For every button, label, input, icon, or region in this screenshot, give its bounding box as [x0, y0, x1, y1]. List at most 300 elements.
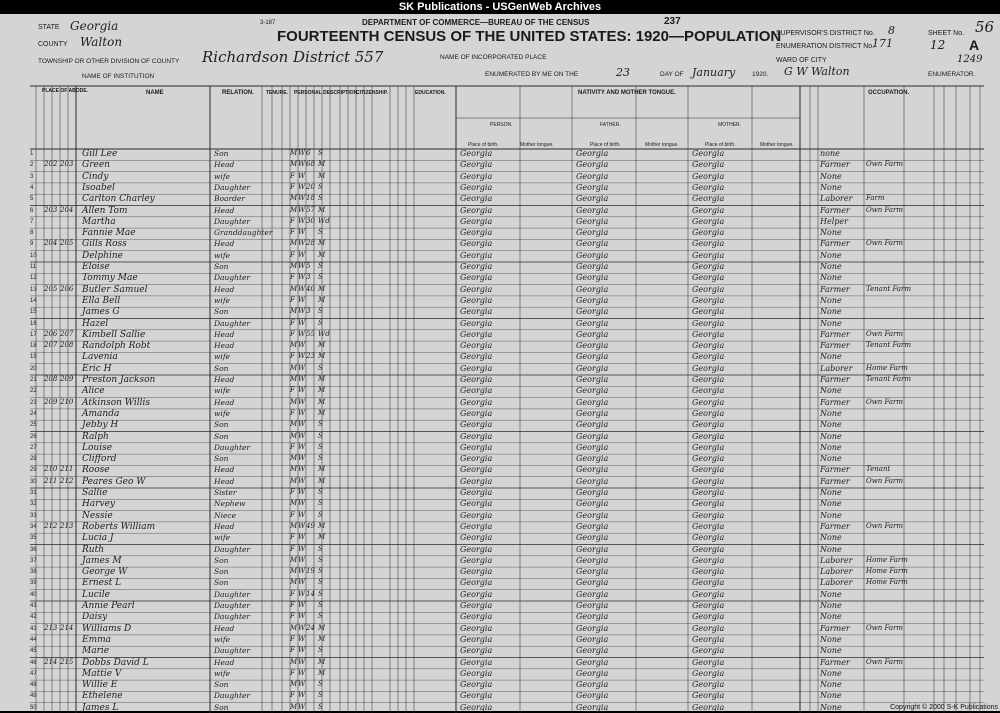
sex: M	[290, 341, 298, 350]
marital-status: M	[318, 250, 326, 259]
mother-place-of-birth: Place of birth.	[705, 142, 736, 148]
occupation: None	[820, 601, 842, 610]
occupation: Farmer	[820, 521, 850, 531]
race: W	[298, 273, 306, 282]
occupation: None	[820, 318, 842, 328]
occupation: None	[820, 273, 842, 283]
copyright-notice: Copyright © 2000 S-K Publications	[890, 704, 998, 711]
sex: F	[290, 442, 295, 451]
line-number: 19	[30, 354, 37, 361]
person-name: Ethelene	[82, 691, 123, 702]
mother-birthplace: Georgia	[692, 397, 725, 407]
father-birthplace: Georgia	[576, 521, 609, 531]
father-birthplace: Georgia	[576, 318, 609, 328]
birthplace: Georgia	[460, 284, 493, 294]
father-birthplace: Georgia	[576, 668, 609, 678]
incorporated-label: NAME OF INCORPORATED PLACE	[440, 54, 547, 61]
age: 18	[306, 194, 315, 203]
line-number: 25	[30, 422, 37, 429]
race: W	[298, 149, 306, 157]
birthplace: Georgia	[460, 160, 493, 170]
marital-status: S	[318, 589, 323, 598]
birthplace: Georgia	[460, 567, 493, 577]
form-number: 3-187	[260, 20, 276, 26]
sheet-value: 12	[930, 38, 946, 52]
father-birthplace: Georgia	[576, 499, 609, 509]
relation: wife	[214, 634, 231, 644]
father-birthplace: Georgia	[576, 284, 609, 294]
mother-birthplace: Georgia	[692, 318, 725, 328]
mother-birthplace: Georgia	[692, 544, 725, 554]
father-birthplace: Georgia	[576, 250, 609, 260]
race: W	[298, 284, 306, 293]
mother-birthplace: Georgia	[692, 160, 725, 170]
relation: Head	[214, 657, 235, 667]
birthplace: Georgia	[460, 250, 493, 260]
race: W	[298, 567, 306, 576]
relation: Head	[214, 329, 235, 339]
occupation: None	[820, 589, 842, 599]
sex: F	[290, 646, 295, 655]
race: W	[298, 442, 306, 451]
sex: M	[290, 363, 298, 372]
sex: M	[290, 420, 298, 429]
person-name: Willie E	[82, 680, 118, 691]
relation: Son	[214, 307, 229, 317]
marital-status: M	[318, 623, 326, 632]
mother-birthplace: Georgia	[692, 601, 725, 610]
mother-birthplace: Georgia	[692, 702, 725, 712]
family-number: 213	[60, 521, 74, 530]
relation: Son	[214, 262, 229, 271]
subsection-father: FATHER.	[600, 122, 621, 128]
line-number: 17	[30, 331, 37, 338]
stamp-number: 237	[664, 16, 681, 27]
mother-birthplace: Georgia	[692, 691, 725, 701]
birthplace: Georgia	[460, 386, 493, 396]
father-birthplace: Georgia	[576, 623, 609, 633]
person-name: Williams D	[82, 623, 132, 634]
line-number: 41	[30, 603, 37, 609]
institution-label: NAME OF INSTITUTION	[82, 73, 155, 80]
line-number: 42	[30, 614, 37, 621]
line-number: 37	[30, 557, 37, 564]
marital-status: S	[318, 488, 323, 496]
family-number: 206	[60, 284, 74, 293]
occupation: None	[820, 634, 842, 644]
person-name: Emma	[82, 634, 112, 645]
marital-status: M	[318, 352, 326, 361]
family-number: 208	[60, 341, 74, 350]
sex: M	[290, 623, 298, 632]
section-tenure: TENURE.	[266, 90, 288, 96]
sex: F	[290, 216, 295, 225]
census-title: FOURTEENTH CENSUS OF THE UNITED STATES: 1920—POPULATION	[277, 28, 782, 45]
race: W	[298, 612, 306, 621]
age: 6	[306, 149, 311, 157]
person-name: Kimbell Sallie	[82, 329, 146, 340]
marital-status: S	[318, 363, 323, 372]
father-birthplace: Georgia	[576, 408, 609, 418]
relation: Head	[214, 239, 235, 249]
age: 23	[306, 352, 315, 361]
occupation: Farmer	[820, 397, 850, 407]
race: W	[298, 510, 306, 519]
relation: Daughter	[214, 544, 250, 554]
race: W	[298, 657, 306, 666]
occupation: None	[820, 646, 842, 656]
relation: Nephew	[214, 499, 246, 509]
occupation: None	[820, 612, 842, 622]
dwelling-number: 213	[44, 623, 58, 632]
marital-status: S	[318, 307, 323, 316]
birthplace: Georgia	[460, 657, 493, 667]
family-number: 215	[60, 657, 74, 666]
occupation: None	[820, 420, 842, 430]
person-name: Clifford	[82, 454, 117, 465]
father-birthplace: Georgia	[576, 657, 609, 667]
race: W	[298, 476, 306, 485]
state-value: Georgia	[70, 19, 119, 33]
father-birthplace: Georgia	[576, 307, 609, 317]
birthplace: Georgia	[460, 273, 493, 283]
relation: wife	[214, 386, 231, 396]
relation: wife	[214, 533, 231, 543]
industry: Own Farm	[866, 329, 904, 338]
father-birthplace: Georgia	[576, 194, 609, 204]
father-birthplace: Georgia	[576, 397, 609, 407]
relation: Sister	[214, 488, 237, 497]
person-name: Allen Tom	[82, 205, 128, 216]
relation: Son	[214, 149, 229, 158]
race: W	[298, 578, 306, 587]
industry: Tenant	[866, 465, 891, 474]
mother-birthplace: Georgia	[692, 363, 725, 373]
marital-status: S	[318, 431, 323, 440]
person-name: Marie	[82, 646, 110, 657]
relation: wife	[214, 668, 231, 678]
birthplace: Georgia	[460, 408, 493, 418]
industry: Tenant Farm	[866, 341, 912, 350]
census-sheet	[0, 14, 1000, 711]
mother-birthplace: Georgia	[692, 657, 725, 667]
section-place-of-abode: PLACE OF ABODE.	[42, 88, 88, 94]
birthplace: Georgia	[460, 680, 493, 690]
corner-page-number: 56	[975, 18, 995, 36]
sex: M	[290, 307, 298, 316]
relation: Head	[214, 284, 235, 294]
father-birthplace: Georgia	[576, 386, 609, 396]
sex: M	[290, 239, 298, 248]
sex: F	[290, 634, 295, 643]
relation: Head	[214, 476, 235, 486]
age: 24	[306, 623, 315, 632]
subsection-person: PERSON.	[490, 122, 513, 128]
person-name: Atkinson Willis	[82, 397, 151, 408]
sex: M	[290, 657, 298, 666]
race: W	[298, 182, 306, 191]
birthplace: Georgia	[460, 623, 493, 633]
marital-status: S	[318, 442, 323, 451]
section-occupation: OCCUPATION.	[868, 90, 910, 96]
industry: Own Farm	[866, 623, 904, 632]
relation: Daughter	[214, 273, 250, 283]
marital-status: M	[318, 171, 326, 180]
sex: M	[290, 499, 298, 508]
occupation: None	[820, 702, 842, 712]
page-sequence-number: 1249	[957, 54, 983, 65]
relation: Son	[214, 420, 229, 430]
relation: Boarder	[214, 194, 245, 204]
birthplace: Georgia	[460, 397, 493, 407]
industry: Own Farm	[866, 205, 904, 214]
marital-status: M	[318, 205, 326, 214]
ward-label: WARD OF CITY	[776, 57, 827, 64]
mother-birthplace: Georgia	[692, 454, 725, 464]
line-number: 14	[30, 297, 37, 304]
relation: Head	[214, 205, 235, 215]
line-number: 46	[30, 659, 37, 666]
person-name: Nessie	[82, 510, 113, 521]
industry: Home Farm	[866, 555, 908, 564]
birthplace: Georgia	[460, 341, 493, 351]
industry: Own Farm	[866, 657, 904, 666]
sex: M	[290, 521, 298, 530]
race: W	[298, 668, 306, 677]
person-name: James M	[82, 555, 122, 566]
mother-birthplace: Georgia	[692, 307, 725, 317]
dwelling-number: 208	[44, 375, 58, 383]
sex: M	[290, 567, 298, 576]
occupation: Laborer	[820, 578, 853, 588]
industry: Home Farm	[866, 578, 908, 587]
industry: Own Farm	[866, 476, 904, 485]
sex: M	[290, 465, 298, 474]
mother-birthplace: Georgia	[692, 612, 725, 622]
birthplace: Georgia	[460, 442, 493, 452]
race: W	[298, 386, 306, 395]
sex: F	[290, 352, 295, 361]
occupation: None	[820, 182, 842, 192]
person-name: Lucile	[82, 589, 110, 600]
family-number: 210	[60, 397, 74, 406]
race: W	[298, 555, 306, 564]
sex: M	[290, 431, 298, 440]
father-birthplace: Georgia	[576, 431, 609, 441]
marital-status: S	[318, 420, 323, 429]
line-number: 6	[30, 207, 34, 214]
industry: Own Farm	[866, 521, 904, 530]
family-number: 209	[60, 375, 74, 383]
occupation: None	[820, 488, 842, 497]
birthplace: Georgia	[460, 589, 493, 599]
father-birthplace: Georgia	[576, 476, 609, 486]
relation: wife	[214, 408, 231, 418]
race: W	[298, 318, 306, 327]
mother-birthplace: Georgia	[692, 567, 725, 577]
person-name: Amanda	[82, 408, 120, 419]
mother-birthplace: Georgia	[692, 555, 725, 565]
race: W	[298, 375, 306, 383]
occupation: None	[820, 499, 842, 509]
enumerated-label: ENUMERATED BY ME ON THE	[485, 71, 579, 78]
line-number: 28	[30, 456, 37, 463]
marital-status: M	[318, 476, 326, 485]
mother-birthplace: Georgia	[692, 386, 725, 396]
relation: Niece	[214, 510, 237, 520]
person-name: Daisy	[82, 612, 108, 623]
line-number: 23	[30, 399, 37, 406]
person-name: George W	[82, 567, 128, 578]
county-label: COUNTY	[38, 41, 68, 48]
father-birthplace: Georgia	[576, 216, 609, 226]
relation: Daughter	[214, 691, 250, 701]
day-of-label: DAY OF	[660, 71, 684, 78]
person-name: Martha	[82, 216, 116, 227]
birthplace: Georgia	[460, 363, 493, 373]
section-personal: PERSONAL DESCRIPTION.	[294, 90, 359, 96]
sex: M	[290, 375, 298, 383]
line-number: 29	[30, 467, 37, 474]
subsection-mother: MOTHER.	[718, 122, 742, 128]
line-number: 21	[30, 377, 37, 383]
person-name: Louise	[82, 442, 113, 453]
line-number: 13	[30, 286, 37, 293]
father-birthplace: Georgia	[576, 205, 609, 215]
dwelling-number: 205	[44, 284, 58, 293]
mother-birthplace: Georgia	[692, 420, 725, 430]
birthplace: Georgia	[460, 149, 493, 158]
race: W	[298, 680, 306, 689]
person-name: Isoabel	[82, 182, 115, 193]
race: W	[298, 352, 306, 361]
race: W	[298, 363, 306, 372]
birthplace: Georgia	[460, 454, 493, 464]
sex: M	[290, 578, 298, 587]
person-name: Alice	[82, 386, 105, 397]
age: 3	[306, 273, 311, 282]
father-birthplace: Georgia	[576, 465, 609, 475]
relation: Son	[214, 567, 229, 577]
mother-birthplace: Georgia	[692, 668, 725, 678]
person-name: Gills Ross	[82, 239, 127, 250]
township-label: TOWNSHIP OR OTHER DIVISION OF COUNTY	[38, 58, 180, 65]
relation: wife	[214, 295, 231, 305]
age: 14	[306, 589, 315, 598]
person-name: Butler Samuel	[82, 284, 148, 295]
father-birthplace: Georgia	[576, 341, 609, 351]
mother-birthplace: Georgia	[692, 341, 725, 351]
dwelling-number: 210	[44, 465, 58, 474]
marital-status: M	[318, 160, 326, 169]
family-number: 212	[60, 476, 74, 485]
race: W	[298, 465, 306, 474]
line-number: 40	[30, 591, 37, 598]
family-number: 211	[60, 465, 74, 474]
relation: Daughter	[214, 601, 250, 610]
supervisor-label: SUPERVISOR'S DISTRICT No.	[776, 30, 875, 37]
person-name: Lavenia	[82, 352, 118, 363]
line-number: 39	[30, 580, 37, 587]
occupation: None	[820, 680, 842, 690]
marital-status: S	[318, 499, 323, 508]
marital-status: M	[318, 341, 326, 350]
dwelling-number: 209	[44, 397, 58, 406]
father-birthplace: Georgia	[576, 555, 609, 565]
line-number: 11	[30, 264, 37, 270]
person-place-of-birth: Place of birth.	[468, 142, 499, 148]
line-number: 34	[30, 523, 37, 530]
mother-birthplace: Georgia	[692, 194, 725, 204]
mother-birthplace: Georgia	[692, 329, 725, 339]
mother-birthplace: Georgia	[692, 408, 725, 418]
mother-birthplace: Georgia	[692, 488, 725, 497]
race: W	[298, 646, 306, 655]
father-birthplace: Georgia	[576, 420, 609, 430]
birthplace: Georgia	[460, 634, 493, 644]
birthplace: Georgia	[460, 318, 493, 328]
person-name: Jebby H	[82, 420, 119, 431]
father-birthplace: Georgia	[576, 329, 609, 339]
father-birthplace: Georgia	[576, 239, 609, 249]
marital-status: S	[318, 182, 323, 191]
relation: Son	[214, 680, 229, 690]
birthplace: Georgia	[460, 239, 493, 249]
age: 28	[306, 239, 315, 248]
line-number: 31	[30, 490, 37, 496]
line-number: 32	[30, 501, 37, 508]
father-birthplace: Georgia	[576, 589, 609, 599]
mother-birthplace: Georgia	[692, 228, 725, 238]
marital-status: S	[318, 510, 323, 519]
line-number: 45	[30, 648, 37, 655]
sex: F	[290, 171, 295, 180]
line-number: 15	[30, 309, 37, 316]
township-value: Richardson District 557	[202, 48, 384, 66]
relation: Granddaughter	[214, 228, 273, 238]
occupation: Farmer	[820, 623, 850, 633]
birthplace: Georgia	[460, 488, 493, 497]
birthplace: Georgia	[460, 262, 493, 271]
enumerated-day: 23	[616, 66, 630, 79]
race: W	[298, 295, 306, 304]
mother-mother-tongue: Mother tongue.	[760, 142, 794, 148]
father-birthplace: Georgia	[576, 510, 609, 520]
sex: M	[290, 160, 298, 169]
person-name: Sallie	[82, 488, 108, 498]
line-number: 30	[30, 478, 37, 485]
sex: F	[290, 691, 295, 700]
race: W	[298, 589, 306, 598]
person-name: James L	[82, 702, 119, 713]
birthplace: Georgia	[460, 702, 493, 712]
marital-status: S	[318, 702, 323, 711]
relation: Son	[214, 702, 229, 712]
marital-status: Wd	[318, 216, 330, 225]
sex: F	[290, 295, 295, 304]
person-name: Harvey	[82, 499, 116, 510]
father-birthplace: Georgia	[576, 488, 609, 497]
birthplace: Georgia	[460, 521, 493, 531]
occupation: Laborer	[820, 194, 853, 204]
sex: M	[290, 454, 298, 463]
mother-birthplace: Georgia	[692, 476, 725, 486]
dwelling-number: 204	[44, 239, 58, 248]
person-name: Mattie V	[82, 668, 122, 679]
marital-status: S	[318, 612, 323, 621]
father-birthplace: Georgia	[576, 171, 609, 181]
person-name: James G	[82, 307, 120, 318]
